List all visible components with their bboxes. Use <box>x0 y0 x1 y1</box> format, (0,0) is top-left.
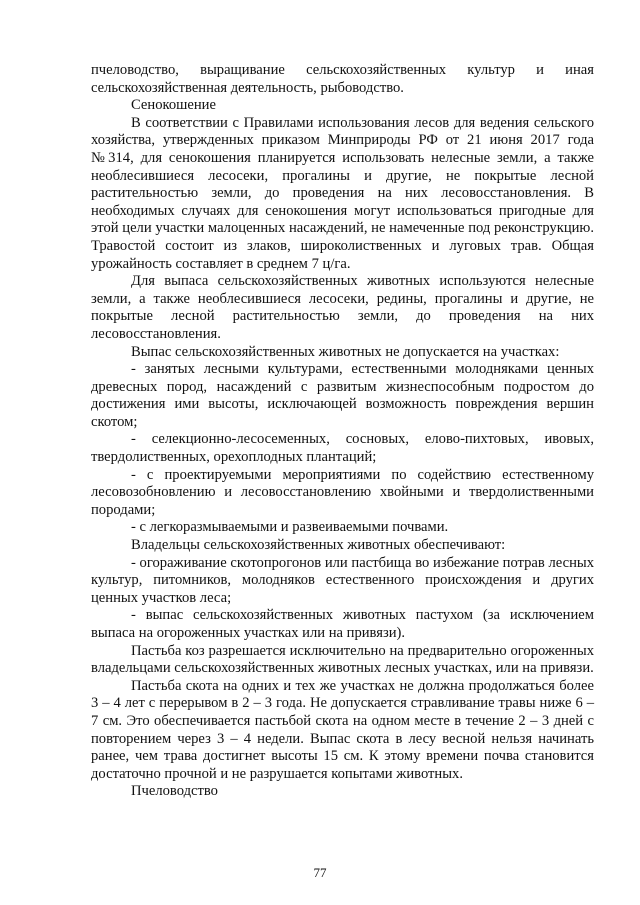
list-item-reforestation: - с проектируемыми мероприятиями по содействию естественному лесовозобновлению и лесовосстановлению хвойными и твердолиственными породами; <box>91 466 594 518</box>
list-item-plantations: - селекционно-лесосеменных, сосновых, елово-пихтовых, ивовых, твердолиственных, орехоплодных плантаций; <box>91 431 594 466</box>
list-item-erodible-soils: - с легкоразмываемыми и развеиваемыми почвами. <box>131 519 449 536</box>
section-heading-haymaking: Сенокошение <box>131 97 216 114</box>
section-heading-beekeeping: Пчеловодство <box>131 783 218 800</box>
paragraph-continuation: пчеловодство, выращивание сельскохозяйственных культур и иная сельскохозяйственная деятельность, рыбоводство. <box>91 62 594 96</box>
paragraph-grazing-lands: Для выпаса сельскохозяйственных животных используются нелесные земли, а также необлесившиеся лесосеки, редины, прогалины и другие, не покрытые лесной растительностью земли, до проведения на них лесовосстановления. <box>91 273 594 342</box>
paragraph-owners-provide: Владельцы сельскохозяйственных животных обеспечивают: <box>131 537 506 554</box>
document-body <box>91 62 594 801</box>
list-item-shepherd: - выпас сельскохозяйственных животных пастухом (за исключением выпаса на огороженных участках или на привязи). <box>91 607 594 641</box>
paragraph-goat-grazing: Пастьба коз разрешается исключительно на предварительно огороженных владельцами сельскохозяйственных животных лесных участках, или на привязи. <box>91 642 594 677</box>
paragraph-grazing-prohibited: Выпас сельскохозяйственных животных не допускается на участках: <box>131 343 560 360</box>
paragraph-grazing-duration: Пастьба скота на одних и тех же участках не должна продолжаться более 3 – 4 лет с перерывом в 2 – 3 года. Не допускается стравливание травы ниже 6 – 7 см. Это обеспечивается пастьбой скота на одном месте в течение 2 – 3 дней с повторением через 3 – 4 недели. Выпас скота в лесу весной нельзя начинать ранее, чем трава достигнет высоты 15 см. К этому времени почва становится достаточно прочной и не разрушается копытами животных. <box>91 677 594 782</box>
page-number: 77 <box>313 865 327 880</box>
list-item-forest-cultures: - занятых лесными культурами, естественными молодняками ценных древесных пород, насаждений с развитым жизнеспособным подростом до достижения ими высоты, исключающей возможность повреждения вершин скотом; <box>91 361 594 430</box>
paragraph-haymaking-rules: В соответствии с Правилами использования лесов для ведения сельского хозяйства, утвержденных приказом Минприроды РФ от 21 июня 2017 года №314, для сенокошения планируется использовать нелесные земли, а также необлесившиеся лесосеки, прогалины и другие, не покрытые лесной растительностью земли, до проведения на них лесовосстановления. В необходимых случаях для сенокошения могут использоваться пригодные для этой цели участки малоценных насаждений, не намеченные под реконструкцию. Травостой состоит из злаков, широколиственных и луговых трав. Общая урожайность составляет в среднем 7 ц/га. <box>91 114 594 272</box>
list-item-fencing: - огораживание скотопрогонов или пастбища во избежание потрав лесных культур, питомников, молодняков естественного происхождения и других ценных участков леса; <box>91 554 594 606</box>
